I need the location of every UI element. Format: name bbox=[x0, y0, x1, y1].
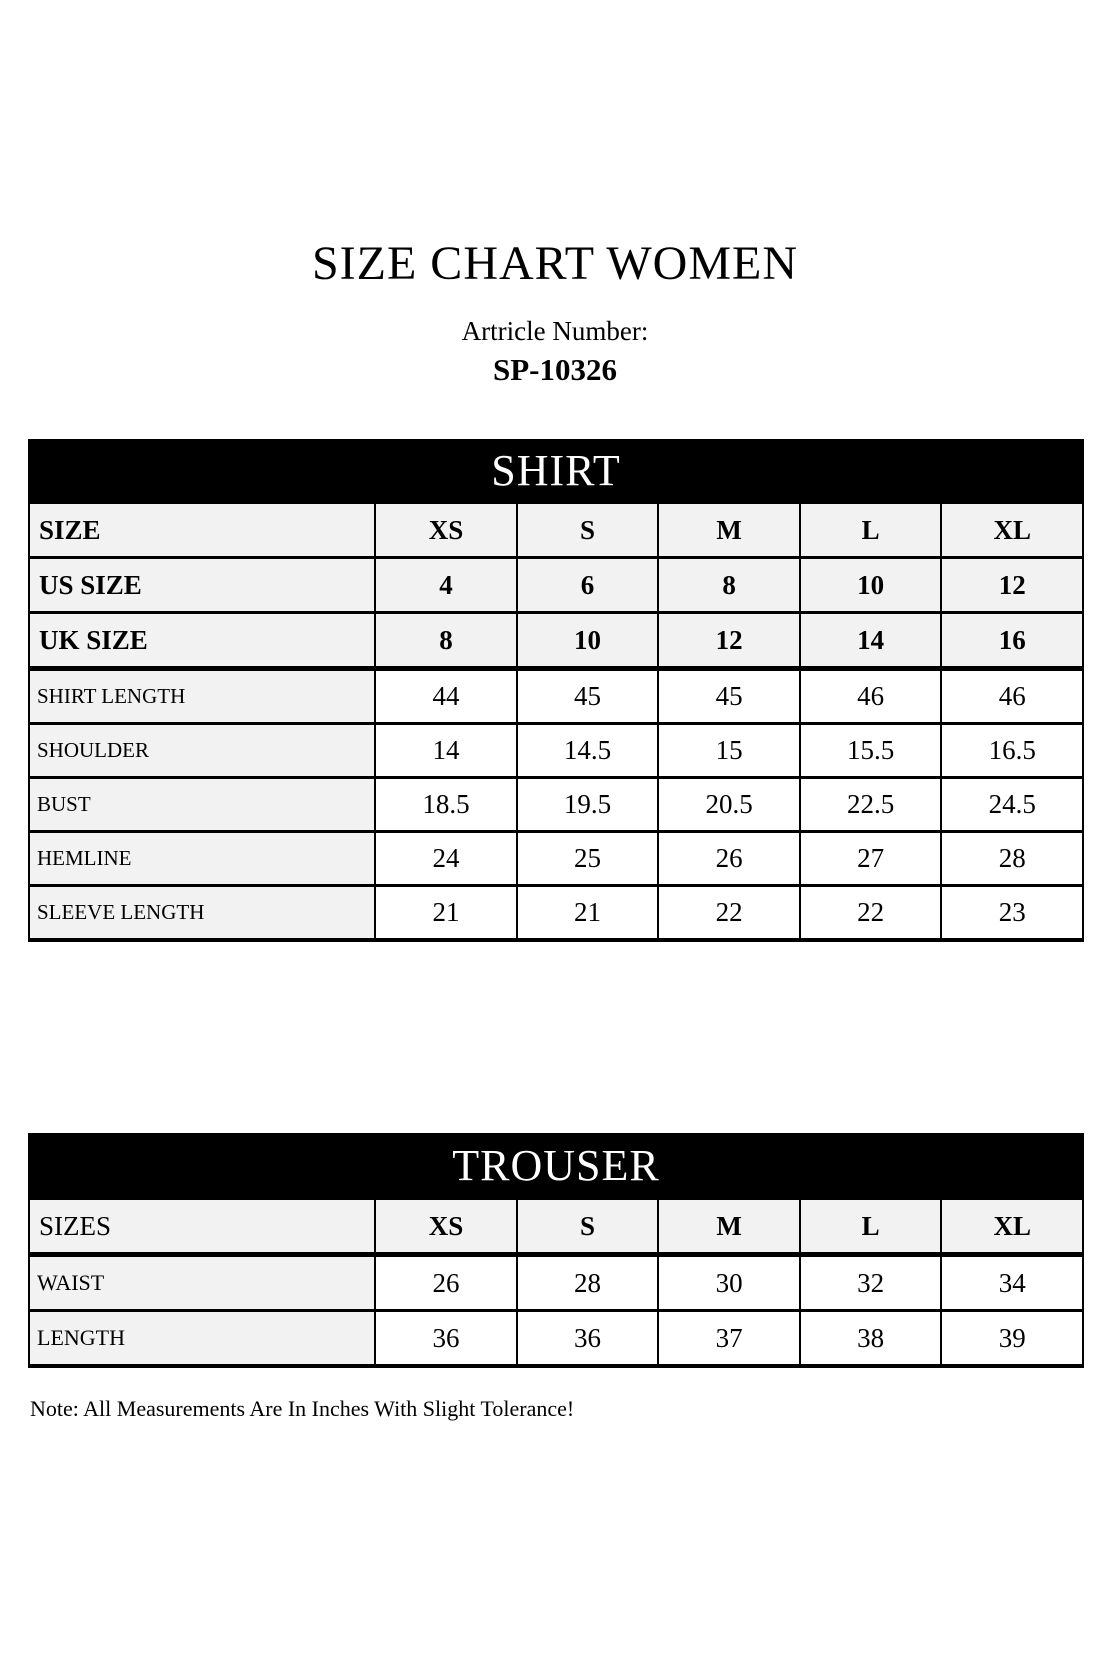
cell-value: 36 bbox=[517, 1311, 659, 1367]
cell-value: 39 bbox=[941, 1311, 1083, 1367]
cell-value: 38 bbox=[800, 1311, 942, 1367]
row-label: SIZES bbox=[29, 1199, 375, 1255]
article-number-value: SP-10326 bbox=[493, 352, 617, 387]
cell-value: 45 bbox=[658, 669, 800, 724]
row-label: LENGTH bbox=[29, 1311, 375, 1367]
table-row-length bbox=[29, 1311, 1083, 1367]
cell-value: 23 bbox=[941, 886, 1083, 941]
row-label: SHIRT LENGTH bbox=[29, 669, 375, 724]
cell-value: S bbox=[517, 1199, 659, 1255]
cell-value: 10 bbox=[800, 558, 942, 613]
cell-value: 10 bbox=[517, 613, 659, 669]
cell-value: XS bbox=[375, 1199, 517, 1255]
cell-value: 6 bbox=[517, 558, 659, 613]
row-label: HEMLINE bbox=[29, 832, 375, 886]
cell-value: 22 bbox=[658, 886, 800, 941]
cell-value: 26 bbox=[375, 1255, 517, 1311]
cell-value: M bbox=[658, 503, 800, 558]
cell-value: 18.5 bbox=[375, 778, 517, 832]
row-label: SIZE bbox=[29, 503, 375, 558]
shirt-table-header: SHIRT bbox=[28, 439, 1084, 501]
row-label: SHOULDER bbox=[29, 724, 375, 778]
cell-value: 45 bbox=[517, 669, 659, 724]
table-row-shoulder bbox=[29, 724, 1083, 778]
table-row-sizes bbox=[29, 1199, 1083, 1255]
cell-value: 15 bbox=[658, 724, 800, 778]
cell-value: 22 bbox=[800, 886, 942, 941]
cell-value: 12 bbox=[658, 613, 800, 669]
row-label: BUST bbox=[29, 778, 375, 832]
cell-value: 25 bbox=[517, 832, 659, 886]
table-row-sleeve-length bbox=[29, 886, 1083, 941]
cell-value: 12 bbox=[941, 558, 1083, 613]
cell-value: 21 bbox=[517, 886, 659, 941]
cell-value: 26 bbox=[658, 832, 800, 886]
cell-value: 44 bbox=[375, 669, 517, 724]
cell-value: 34 bbox=[941, 1255, 1083, 1311]
cell-value: 37 bbox=[658, 1311, 800, 1367]
cell-value: 24.5 bbox=[941, 778, 1083, 832]
table-row-bust bbox=[29, 778, 1083, 832]
cell-value: 32 bbox=[800, 1255, 942, 1311]
table-row-uk-size bbox=[29, 613, 1083, 669]
measurement-note: Note: All Measurements Are In Inches With Slight Tolerance! bbox=[30, 1396, 575, 1421]
row-label: WAIST bbox=[29, 1255, 375, 1311]
table-row-shirt-length bbox=[29, 669, 1083, 724]
cell-value: 16 bbox=[941, 613, 1083, 669]
row-label: SLEEVE LENGTH bbox=[29, 886, 375, 941]
table-row-hemline bbox=[29, 832, 1083, 886]
cell-value: XL bbox=[941, 503, 1083, 558]
cell-value: 8 bbox=[658, 558, 800, 613]
cell-value: L bbox=[800, 1199, 942, 1255]
shirt-table bbox=[28, 501, 1084, 942]
cell-value: L bbox=[800, 503, 942, 558]
cell-value: M bbox=[658, 1199, 800, 1255]
table-row-size bbox=[29, 503, 1083, 558]
cell-value: 28 bbox=[941, 832, 1083, 886]
trouser-table bbox=[28, 1197, 1084, 1368]
article-number-label: Artricle Number: bbox=[461, 316, 649, 346]
cell-value: 21 bbox=[375, 886, 517, 941]
cell-value: 28 bbox=[517, 1255, 659, 1311]
cell-value: 20.5 bbox=[658, 778, 800, 832]
cell-value: 46 bbox=[941, 669, 1083, 724]
cell-value: 14 bbox=[800, 613, 942, 669]
cell-value: 8 bbox=[375, 613, 517, 669]
cell-value: 14 bbox=[375, 724, 517, 778]
cell-value: XL bbox=[941, 1199, 1083, 1255]
table-row-waist bbox=[29, 1255, 1083, 1311]
cell-value: XS bbox=[375, 503, 517, 558]
cell-value: 46 bbox=[800, 669, 942, 724]
cell-value: 24 bbox=[375, 832, 517, 886]
cell-value: 30 bbox=[658, 1255, 800, 1311]
row-label: US SIZE bbox=[29, 558, 375, 613]
trouser-table-header: TROUSER bbox=[28, 1133, 1084, 1197]
cell-value: 22.5 bbox=[800, 778, 942, 832]
cell-value: S bbox=[517, 503, 659, 558]
page-title: SIZE CHART WOMEN bbox=[311, 237, 798, 290]
trouser-size-table bbox=[28, 1133, 1084, 1368]
table-row-us-size bbox=[29, 558, 1083, 613]
cell-value: 27 bbox=[800, 832, 942, 886]
cell-value: 4 bbox=[375, 558, 517, 613]
cell-value: 14.5 bbox=[517, 724, 659, 778]
cell-value: 16.5 bbox=[941, 724, 1083, 778]
cell-value: 15.5 bbox=[800, 724, 942, 778]
shirt-size-table bbox=[28, 439, 1084, 942]
cell-value: 36 bbox=[375, 1311, 517, 1367]
row-label: UK SIZE bbox=[29, 613, 375, 669]
cell-value: 19.5 bbox=[517, 778, 659, 832]
